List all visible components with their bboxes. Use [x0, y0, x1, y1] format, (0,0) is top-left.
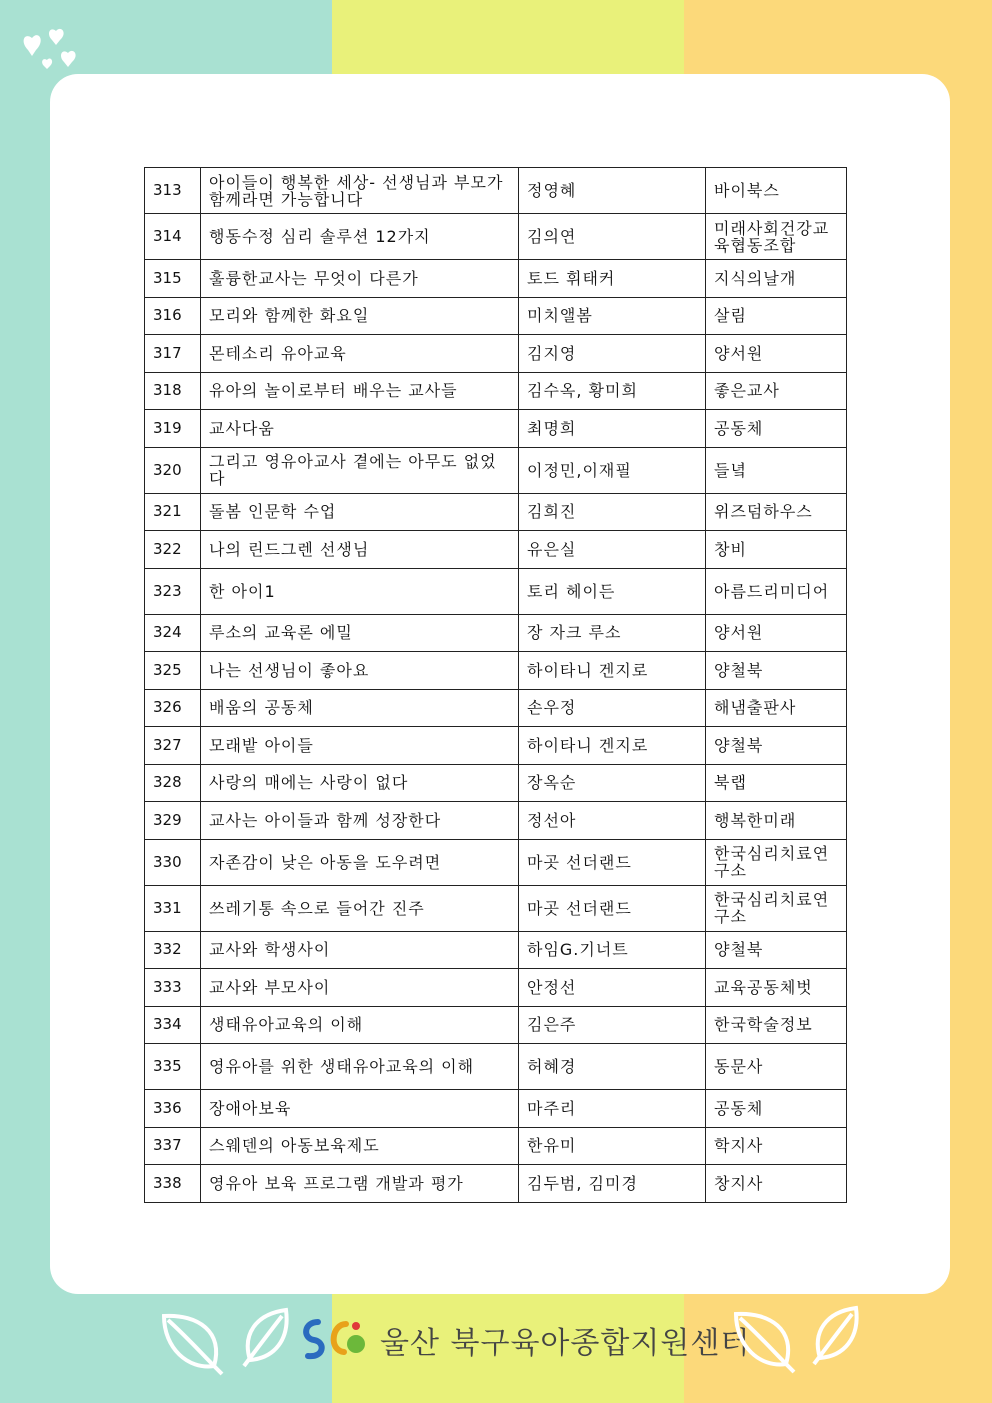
book-publisher: 행복한미래: [706, 802, 847, 840]
table-row: [145, 727, 847, 765]
book-title: 돌봄 인문학 수업: [201, 493, 519, 531]
book-title: 훌륭한교사는 무엇이 다른가: [201, 260, 519, 298]
book-publisher: 바이북스: [706, 168, 847, 214]
book-author: 김희진: [519, 493, 706, 531]
book-author: 김지영: [519, 335, 706, 373]
table-row: [145, 652, 847, 690]
book-title: 한 아이1: [201, 568, 519, 614]
book-publisher: 공동체: [706, 1090, 847, 1128]
table-row: [145, 969, 847, 1007]
book-number: 336: [145, 1090, 201, 1128]
book-title: 유아의 놀이로부터 배우는 교사들: [201, 372, 519, 410]
book-number: 333: [145, 969, 201, 1007]
book-number: 313: [145, 168, 201, 214]
book-publisher: 양철북: [706, 931, 847, 969]
book-author: 손우정: [519, 689, 706, 727]
table-row: [145, 885, 847, 931]
table-row: [145, 802, 847, 840]
book-publisher: 양철북: [706, 727, 847, 765]
book-publisher: 학지사: [706, 1127, 847, 1165]
table-row: [145, 1127, 847, 1165]
book-publisher: 살림: [706, 297, 847, 335]
book-number: 317: [145, 335, 201, 373]
book-number: 327: [145, 727, 201, 765]
table-row: [145, 260, 847, 298]
book-title: 교사다움: [201, 410, 519, 448]
book-title: 교사와 부모사이: [201, 969, 519, 1007]
book-number: 328: [145, 764, 201, 802]
center-logo-icon: [298, 1314, 370, 1364]
book-publisher: 지식의날개: [706, 260, 847, 298]
book-publisher: 위즈덤하우스: [706, 493, 847, 531]
book-number: 315: [145, 260, 201, 298]
book-title: 교사는 아이들과 함께 성장한다: [201, 802, 519, 840]
book-author: 정영혜: [519, 168, 706, 214]
book-title: 나는 선생님이 좋아요: [201, 652, 519, 690]
book-title: 아이들이 행복한 세상- 선생님과 부모가 함께라면 가능합니다: [201, 168, 519, 214]
book-author: 마주리: [519, 1090, 706, 1128]
book-author: 마곳 선더랜드: [519, 839, 706, 885]
book-publisher: 양서원: [706, 614, 847, 652]
book-publisher: 아름드리미디어: [706, 568, 847, 614]
table-row: [145, 531, 847, 569]
table-row: [145, 493, 847, 531]
book-number: 325: [145, 652, 201, 690]
book-number: 323: [145, 568, 201, 614]
book-number: 314: [145, 214, 201, 260]
book-publisher: 좋은교사: [706, 372, 847, 410]
book-number: 318: [145, 372, 201, 410]
book-number: 334: [145, 1006, 201, 1044]
book-number: 320: [145, 447, 201, 493]
book-author: 토리 헤이든: [519, 568, 706, 614]
book-title: 쓰레기통 속으로 들어간 진주: [201, 885, 519, 931]
book-publisher: 양철북: [706, 652, 847, 690]
book-title: 스웨덴의 아동보육제도: [201, 1127, 519, 1165]
book-title: 행동수정 심리 솔루션 12가지: [201, 214, 519, 260]
book-title: 자존감이 낮은 아동을 도우려면: [201, 839, 519, 885]
table-row: [145, 214, 847, 260]
book-author: 정선아: [519, 802, 706, 840]
book-publisher: 교육공동체벗: [706, 969, 847, 1007]
table-row: [145, 168, 847, 214]
book-number: 324: [145, 614, 201, 652]
book-publisher: 창지사: [706, 1165, 847, 1203]
book-author: 김의연: [519, 214, 706, 260]
book-publisher: 한국학술정보: [706, 1006, 847, 1044]
book-number: 337: [145, 1127, 201, 1165]
table-row: [145, 568, 847, 614]
book-number: 329: [145, 802, 201, 840]
book-author: 김은주: [519, 1006, 706, 1044]
book-title: 사랑의 매에는 사랑이 없다: [201, 764, 519, 802]
book-author: 김수옥, 황미희: [519, 372, 706, 410]
book-publisher: 동문사: [706, 1044, 847, 1090]
book-publisher: 한국심리치료연구소: [706, 839, 847, 885]
book-list-table: [144, 167, 847, 1203]
book-title: 모리와 함께한 화요일: [201, 297, 519, 335]
book-author: 최명희: [519, 410, 706, 448]
table-row: [145, 447, 847, 493]
leaf-icon: [158, 1308, 232, 1378]
table-row: [145, 372, 847, 410]
leaf-icon: [730, 1306, 804, 1376]
book-author: 하이타니 겐지로: [519, 727, 706, 765]
book-publisher: 북랩: [706, 764, 847, 802]
footer: [0, 1300, 992, 1390]
book-publisher: 해냄출판사: [706, 689, 847, 727]
table-row: [145, 931, 847, 969]
book-publisher: 들녘: [706, 447, 847, 493]
book-author: 이정민,이재필: [519, 447, 706, 493]
book-list-body: [145, 168, 847, 1203]
book-publisher: 한국심리치료연구소: [706, 885, 847, 931]
table-row: [145, 1006, 847, 1044]
book-number: 322: [145, 531, 201, 569]
book-number: 330: [145, 839, 201, 885]
book-number: 321: [145, 493, 201, 531]
table-row: [145, 1044, 847, 1090]
book-number: 335: [145, 1044, 201, 1090]
table-row: [145, 1090, 847, 1128]
book-number: 332: [145, 931, 201, 969]
book-author: 토드 휘태커: [519, 260, 706, 298]
leaf-icon: [806, 1304, 866, 1368]
book-title: 장애아보육: [201, 1090, 519, 1128]
book-title: 교사와 학생사이: [201, 931, 519, 969]
book-author: 하임G.기너트: [519, 931, 706, 969]
book-author: 하이타니 겐지로: [519, 652, 706, 690]
hearts-icon: [18, 22, 88, 82]
center-name: 울산 북구육아종합지원센터: [380, 1326, 751, 1361]
book-publisher: 미래사회건강교육협동조합: [706, 214, 847, 260]
table-row: [145, 839, 847, 885]
book-title: 그리고 영유아교사 곁에는 아무도 없었다: [201, 447, 519, 493]
book-author: 미치앨봄: [519, 297, 706, 335]
book-title: 배움의 공동체: [201, 689, 519, 727]
table-row: [145, 614, 847, 652]
book-author: 장옥순: [519, 764, 706, 802]
book-author: 장 자크 루소: [519, 614, 706, 652]
book-publisher: 공동체: [706, 410, 847, 448]
book-title: 몬테소리 유아교육: [201, 335, 519, 373]
table-row: [145, 1165, 847, 1203]
book-title: 모래밭 아이들: [201, 727, 519, 765]
book-number: 319: [145, 410, 201, 448]
book-author: 김두범, 김미경: [519, 1165, 706, 1203]
table-row: [145, 689, 847, 727]
table-row: [145, 410, 847, 448]
book-number: 331: [145, 885, 201, 931]
book-title: 나의 린드그렌 선생님: [201, 531, 519, 569]
book-title: 생태유아교육의 이해: [201, 1006, 519, 1044]
book-number: 338: [145, 1165, 201, 1203]
book-author: 허혜경: [519, 1044, 706, 1090]
book-title: 영유아 보육 프로그램 개발과 평가: [201, 1165, 519, 1203]
book-publisher: 양서원: [706, 335, 847, 373]
table-row: [145, 335, 847, 373]
table-row: [145, 297, 847, 335]
book-author: 안정선: [519, 969, 706, 1007]
book-publisher: 창비: [706, 531, 847, 569]
table-row: [145, 764, 847, 802]
book-title: 루소의 교육론 에밀: [201, 614, 519, 652]
book-number: 326: [145, 689, 201, 727]
book-number: 316: [145, 297, 201, 335]
book-title: 영유아를 위한 생태유아교육의 이해: [201, 1044, 519, 1090]
book-author: 한유미: [519, 1127, 706, 1165]
book-author: 마곳 선더랜드: [519, 885, 706, 931]
leaf-icon: [236, 1306, 296, 1370]
book-author: 유은실: [519, 531, 706, 569]
